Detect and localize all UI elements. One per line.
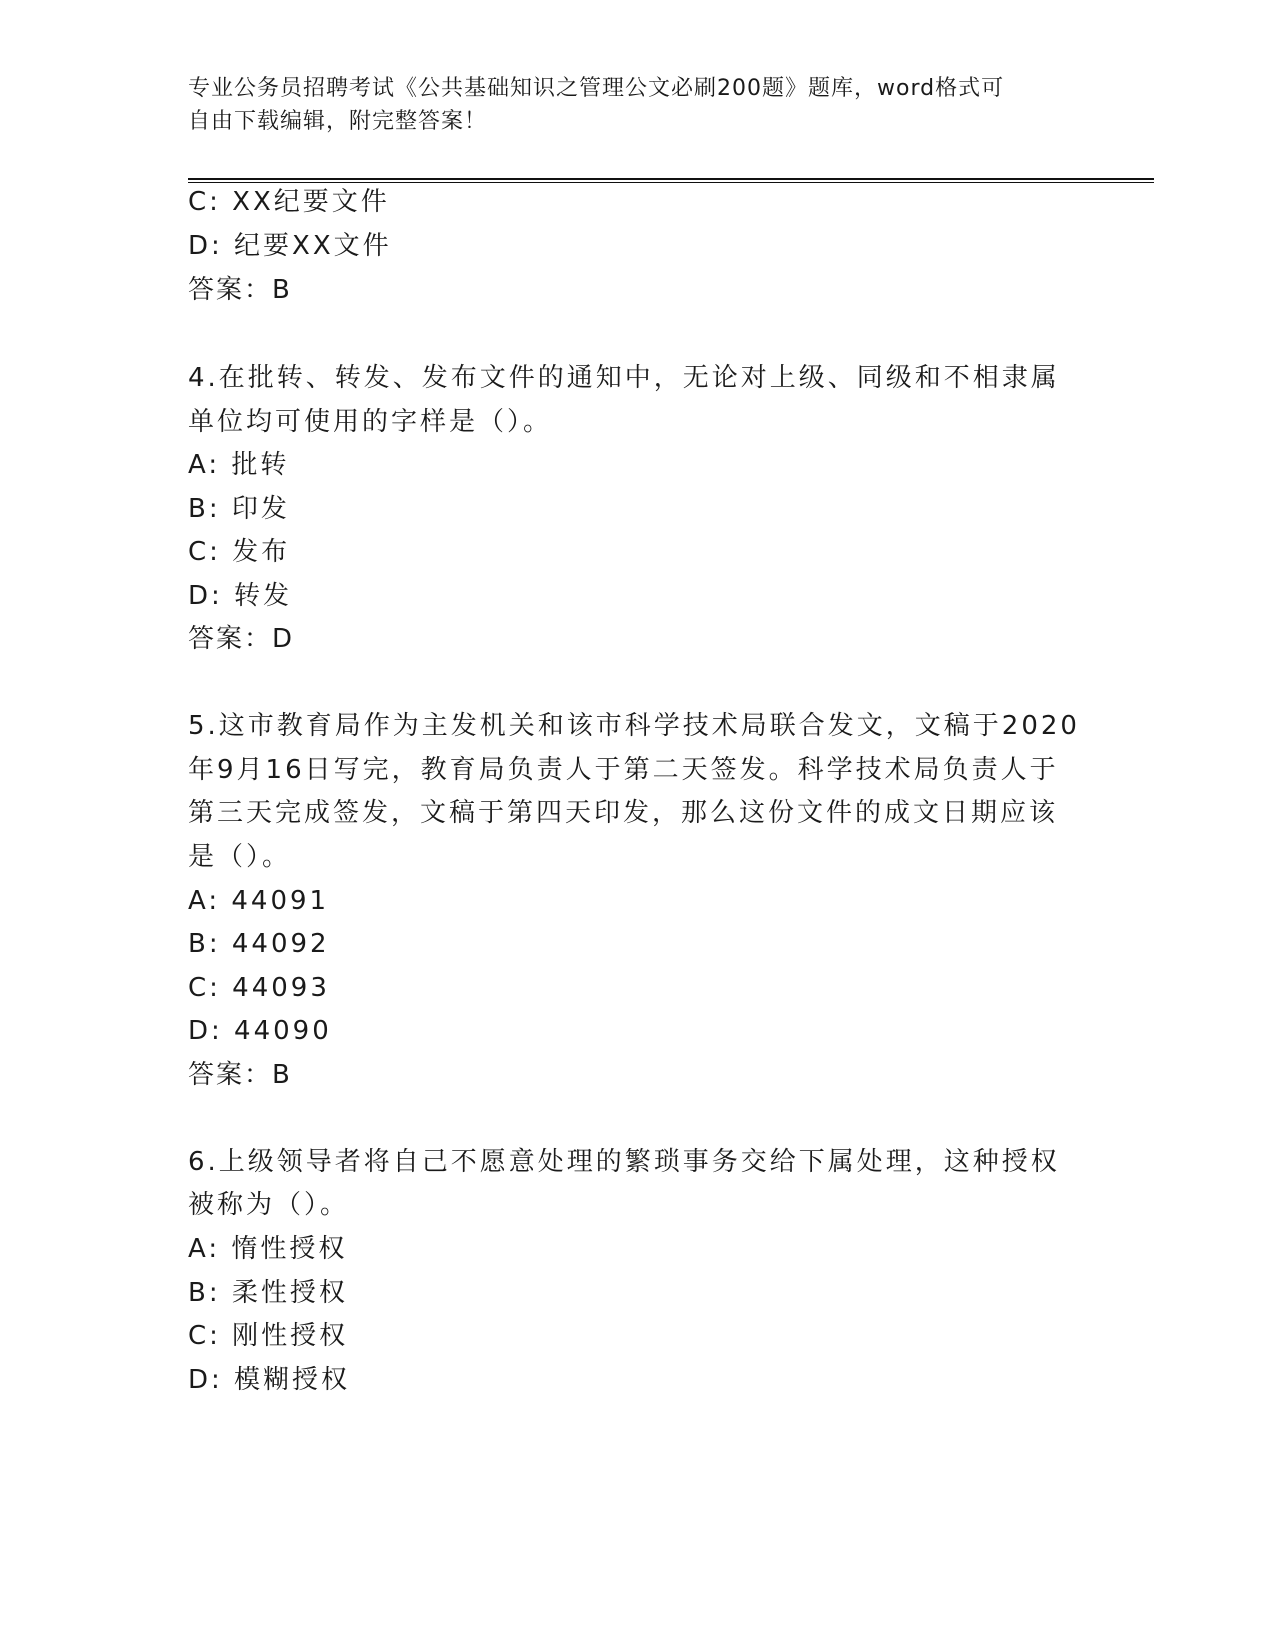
q5-answer: 答案：B <box>188 1060 292 1090</box>
q3-option-d: D: 纪要XX文件 <box>188 231 392 261</box>
q3-answer: 答案：B <box>188 275 292 305</box>
q4-option-a: A: 批转 <box>188 450 290 480</box>
q5-stem-line-4: 是（）。 <box>188 842 292 872</box>
header-line-1: 专业公务员招聘考试《公共基础知识之管理公文必刷200题》题库，word格式可 <box>188 76 1005 101</box>
q6-stem-line-2: 被称为（）。 <box>188 1190 350 1220</box>
q5-stem-line-3: 第三天完成签发，文稿于第四天印发，那么这份文件的成文日期应该 <box>188 798 1059 828</box>
q5-option-d: D: 44090 <box>188 1016 332 1046</box>
header-line-2: 自由下载编辑，附完整答案！ <box>188 109 488 134</box>
document-header <box>188 72 1068 138</box>
q5-option-b: B: 44092 <box>188 929 330 959</box>
q5-option-a: A: 44091 <box>188 886 330 916</box>
q4-stem-line-1: 4.在批转、转发、发布文件的通知中，无论对上级、同级和不相隶属 <box>188 363 1060 393</box>
q5-option-c: C: 44093 <box>188 973 330 1003</box>
q6-option-b: B: 柔性授权 <box>188 1278 348 1308</box>
q4-stem-line-2: 单位均可使用的字样是（）。 <box>188 407 553 437</box>
q3-option-c: C: XX纪要文件 <box>188 187 390 217</box>
q4-option-c: C: 发布 <box>188 537 291 567</box>
q6-stem-line-1: 6.上级领导者将自己不愿意处理的繁琐事务交给下属处理，这种授权 <box>188 1147 1060 1177</box>
q6-option-c: C: 刚性授权 <box>188 1321 349 1351</box>
q6-option-d: D: 模糊授权 <box>188 1365 351 1395</box>
q5-stem-line-2: 年9月16日写完，教育局负责人于第二天签发。科学技术局负责人于 <box>188 755 1059 785</box>
q5-stem-line-1: 5.这市教育局作为主发机关和该市科学技术局联合发文，文稿于2020 <box>188 711 1080 741</box>
q6-option-a: A: 惰性授权 <box>188 1234 348 1264</box>
q4-option-d: D: 转发 <box>188 581 293 611</box>
q4-answer: 答案：D <box>188 624 295 654</box>
q4-option-b: B: 印发 <box>188 494 290 524</box>
header-divider <box>188 178 1154 183</box>
